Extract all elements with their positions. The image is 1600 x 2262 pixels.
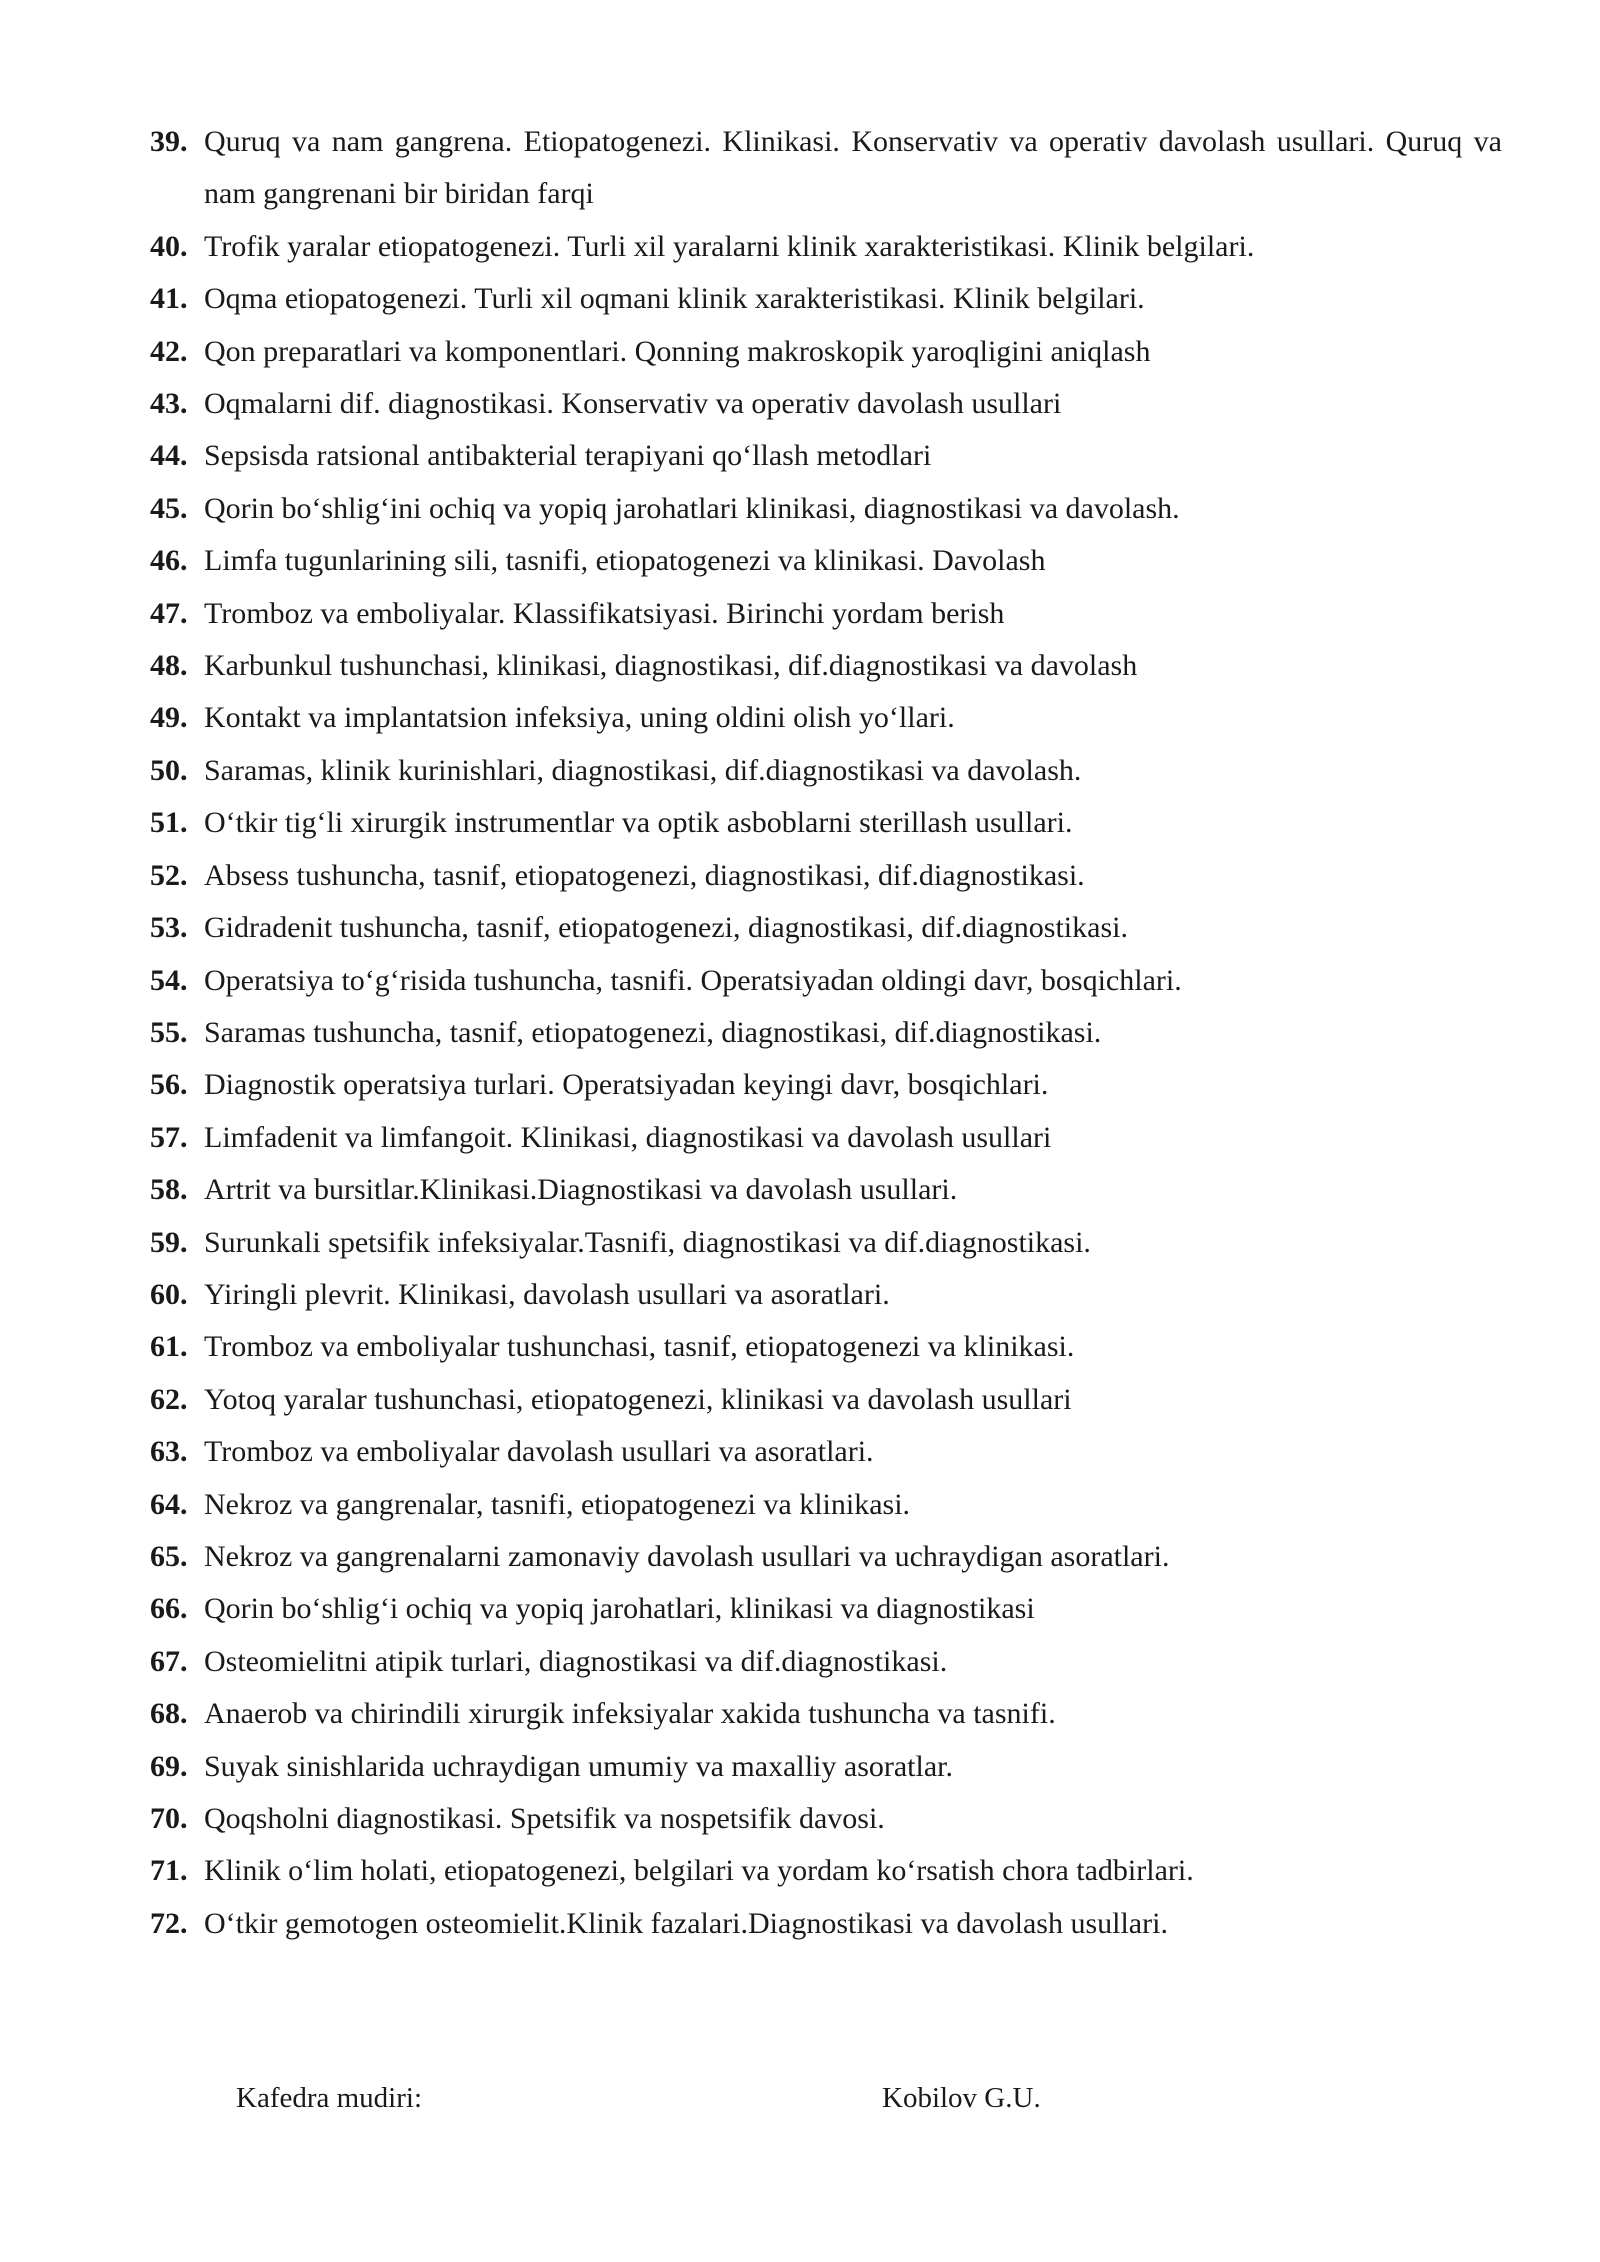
- question-item: [150, 1583, 1502, 1635]
- question-number: 72.: [150, 1906, 188, 1940]
- question-number: 58.: [150, 1173, 188, 1207]
- question-item: [150, 1321, 1502, 1373]
- signature-name: Kobilov G.U.: [882, 2082, 1041, 2114]
- question-text: O‘tkir tig‘li xirurgik instrumentlar va optik asboblarni sterillash usullari.: [204, 806, 1073, 840]
- question-text: Qorin bo‘shlig‘ini ochiq va yopiq jarohatlari klinikasi, diagnostikasi va davolash.: [204, 491, 1180, 525]
- question-item: [150, 1112, 1502, 1164]
- question-item: [150, 588, 1502, 640]
- question-number: 64.: [150, 1487, 188, 1521]
- question-number: 45.: [150, 491, 188, 525]
- question-text: Suyak sinishlarida uchraydigan umumiy va maxalliy asoratlar.: [204, 1749, 953, 1783]
- question-item: [150, 1269, 1502, 1321]
- question-text: Anaerob va chirindili xirurgik infeksiyalar xakida tushuncha va tasnifi.: [204, 1697, 1056, 1731]
- question-item: [150, 797, 1502, 849]
- question-item: [150, 1688, 1502, 1740]
- question-number: 56.: [150, 1068, 188, 1102]
- question-text: Trofik yaralar etiopatogenezi. Turli xil yaralarni klinik xarakteristikasi. Klinik belgilari.: [204, 229, 1255, 263]
- question-item: [150, 1845, 1502, 1897]
- question-text: Qoqsholni diagnostikasi. Spetsifik va nospetsifik davosi.: [204, 1802, 885, 1835]
- question-number: 41.: [150, 282, 188, 316]
- question-item: [150, 483, 1502, 535]
- question-text: Saramas tushuncha, tasnif, etiopatogenezi, diagnostikasi, dif.diagnostikasi.: [204, 1015, 1102, 1049]
- question-number: 55.: [150, 1015, 188, 1049]
- question-text: Artrit va bursitlar.Klinikasi.Diagnostikasi va davolash usullari.: [204, 1173, 958, 1207]
- question-number: 67.: [150, 1644, 188, 1678]
- question-number: 46.: [150, 544, 188, 578]
- question-text: Saramas, klinik kurinishlari, diagnostikasi, dif.diagnostikasi va davolash.: [204, 753, 1082, 787]
- question-item: [150, 1531, 1502, 1583]
- question-number: 49.: [150, 701, 188, 735]
- question-item: [150, 430, 1502, 482]
- question-item: [150, 1636, 1502, 1688]
- question-number: 63.: [150, 1435, 188, 1469]
- question-text: Nekroz va gangrenalarni zamonaviy davolash usullari va uchraydigan asoratlari.: [204, 1539, 1170, 1573]
- question-item: [150, 378, 1502, 430]
- question-text: Quruq va nam gangrena. Etiopatogenezi. Klinikasi. Konservativ va operativ davolash usullari. Quruq va nam gangrenani bir biridan farqi: [204, 125, 1502, 211]
- question-number: 71.: [150, 1854, 188, 1888]
- question-item: [150, 955, 1502, 1007]
- question-text: Osteomielitni atipik turlari, diagnostikasi va dif.diagnostikasi.: [204, 1644, 948, 1678]
- question-item: [150, 1007, 1502, 1059]
- question-text: Absess tushuncha, tasnif, etiopatogenezi, diagnostikasi, dif.diagnostikasi.: [204, 858, 1085, 892]
- question-number: 61.: [150, 1330, 188, 1364]
- question-number: 65.: [150, 1539, 188, 1573]
- question-item: [150, 535, 1502, 587]
- question-item: [150, 1898, 1502, 1950]
- question-text: Limfa tugunlarining sili, tasnifi, etiopatogenezi va klinikasi. Davolash: [204, 544, 1046, 578]
- question-number: 42.: [150, 334, 188, 368]
- question-item: [150, 1793, 1502, 1845]
- question-text: Karbunkul tushunchasi, klinikasi, diagnostikasi, dif.diagnostikasi va davolash: [204, 649, 1138, 683]
- question-text: Oqma etiopatogenezi. Turli xil oqmani klinik xarakteristikasi. Klinik belgilari.: [204, 282, 1145, 316]
- question-text: Tromboz va emboliyalar tushunchasi, tasnif, etiopatogenezi va klinikasi.: [204, 1330, 1075, 1364]
- exam-question-list: [150, 116, 1502, 1950]
- question-number: 59.: [150, 1225, 188, 1259]
- question-number: 68.: [150, 1697, 188, 1731]
- question-item: [150, 221, 1502, 273]
- question-item: [150, 116, 1502, 221]
- question-number: 39.: [150, 125, 188, 158]
- question-number: 40.: [150, 229, 188, 263]
- question-text: Gidradenit tushuncha, tasnif, etiopatogenezi, diagnostikasi, dif.diagnostikasi.: [204, 911, 1128, 945]
- question-item: [150, 692, 1502, 744]
- question-number: 57.: [150, 1120, 188, 1154]
- question-text: Nekroz va gangrenalar, tasnifi, etiopatogenezi va klinikasi.: [204, 1487, 911, 1521]
- question-text: O‘tkir gemotogen osteomielit.Klinik fazalari.Diagnostikasi va davolash usullari.: [204, 1906, 1168, 1940]
- question-number: 50.: [150, 753, 188, 787]
- question-number: 60.: [150, 1277, 188, 1311]
- question-number: 44.: [150, 439, 188, 473]
- question-text: Surunkali spetsifik infeksiyalar.Tasnifi, diagnostikasi va dif.diagnostikasi.: [204, 1225, 1091, 1259]
- signature-role-label: Kafedra mudiri:: [236, 2082, 423, 2114]
- question-number: 62.: [150, 1382, 188, 1416]
- question-text: Limfadenit va limfangoit. Klinikasi, diagnostikasi va davolash usullari: [204, 1120, 1052, 1154]
- question-text: Tromboz va emboliyalar davolash usullari va asoratlari.: [204, 1435, 874, 1469]
- question-text: Kontakt va implantatsion infeksiya, uning oldini olish yo‘llari.: [204, 701, 955, 735]
- question-item: [150, 850, 1502, 902]
- question-number: 70.: [150, 1802, 188, 1835]
- question-text: Klinik o‘lim holati, etiopatogenezi, belgilari va yordam ko‘rsatish chora tadbirlari.: [204, 1854, 1194, 1888]
- question-item: [150, 326, 1502, 378]
- question-number: 66.: [150, 1592, 188, 1626]
- question-number: 52.: [150, 858, 188, 892]
- question-text: Operatsiya to‘g‘risida tushuncha, tasnifi. Operatsiyadan oldingi davr, bosqichlari.: [204, 963, 1182, 997]
- question-item: [150, 1217, 1502, 1269]
- question-number: 69.: [150, 1749, 188, 1783]
- question-number: 51.: [150, 806, 188, 840]
- question-item: [150, 640, 1502, 692]
- question-text: Yiringli plevrit. Klinikasi, davolash usullari va asoratlari.: [204, 1277, 890, 1311]
- question-text: Qorin bo‘shlig‘i ochiq va yopiq jarohatlari, klinikasi va diagnostikasi: [204, 1592, 1035, 1626]
- question-number: 54.: [150, 963, 188, 997]
- question-item: [150, 745, 1502, 797]
- question-text: Qon preparatlari va komponentlari. Qonning makroskopik yaroqligini aniqlash: [204, 334, 1151, 368]
- question-number: 48.: [150, 649, 188, 683]
- question-item: [150, 1164, 1502, 1216]
- question-item: [150, 1426, 1502, 1478]
- question-text: Sepsisda ratsional antibakterial terapiyani qo‘llash metodlari: [204, 439, 932, 473]
- question-text: Diagnostik operatsiya turlari. Operatsiyadan keyingi davr, bosqichlari.: [204, 1068, 1049, 1102]
- question-item: [150, 273, 1502, 325]
- question-text: Yotoq yaralar tushunchasi, etiopatogenezi, klinikasi va davolash usullari: [204, 1382, 1072, 1416]
- question-text: Oqmalarni dif. diagnostikasi. Konservativ va operativ davolash usullari: [204, 387, 1062, 421]
- question-item: [150, 902, 1502, 954]
- question-number: 53.: [150, 911, 188, 945]
- question-item: [150, 1374, 1502, 1426]
- question-number: 43.: [150, 387, 188, 421]
- question-number: 47.: [150, 596, 188, 630]
- question-item: [150, 1059, 1502, 1111]
- question-item: [150, 1479, 1502, 1531]
- question-text: Tromboz va emboliyalar. Klassifikatsiyasi. Birinchi yordam berish: [204, 596, 1005, 630]
- question-item: [150, 1741, 1502, 1793]
